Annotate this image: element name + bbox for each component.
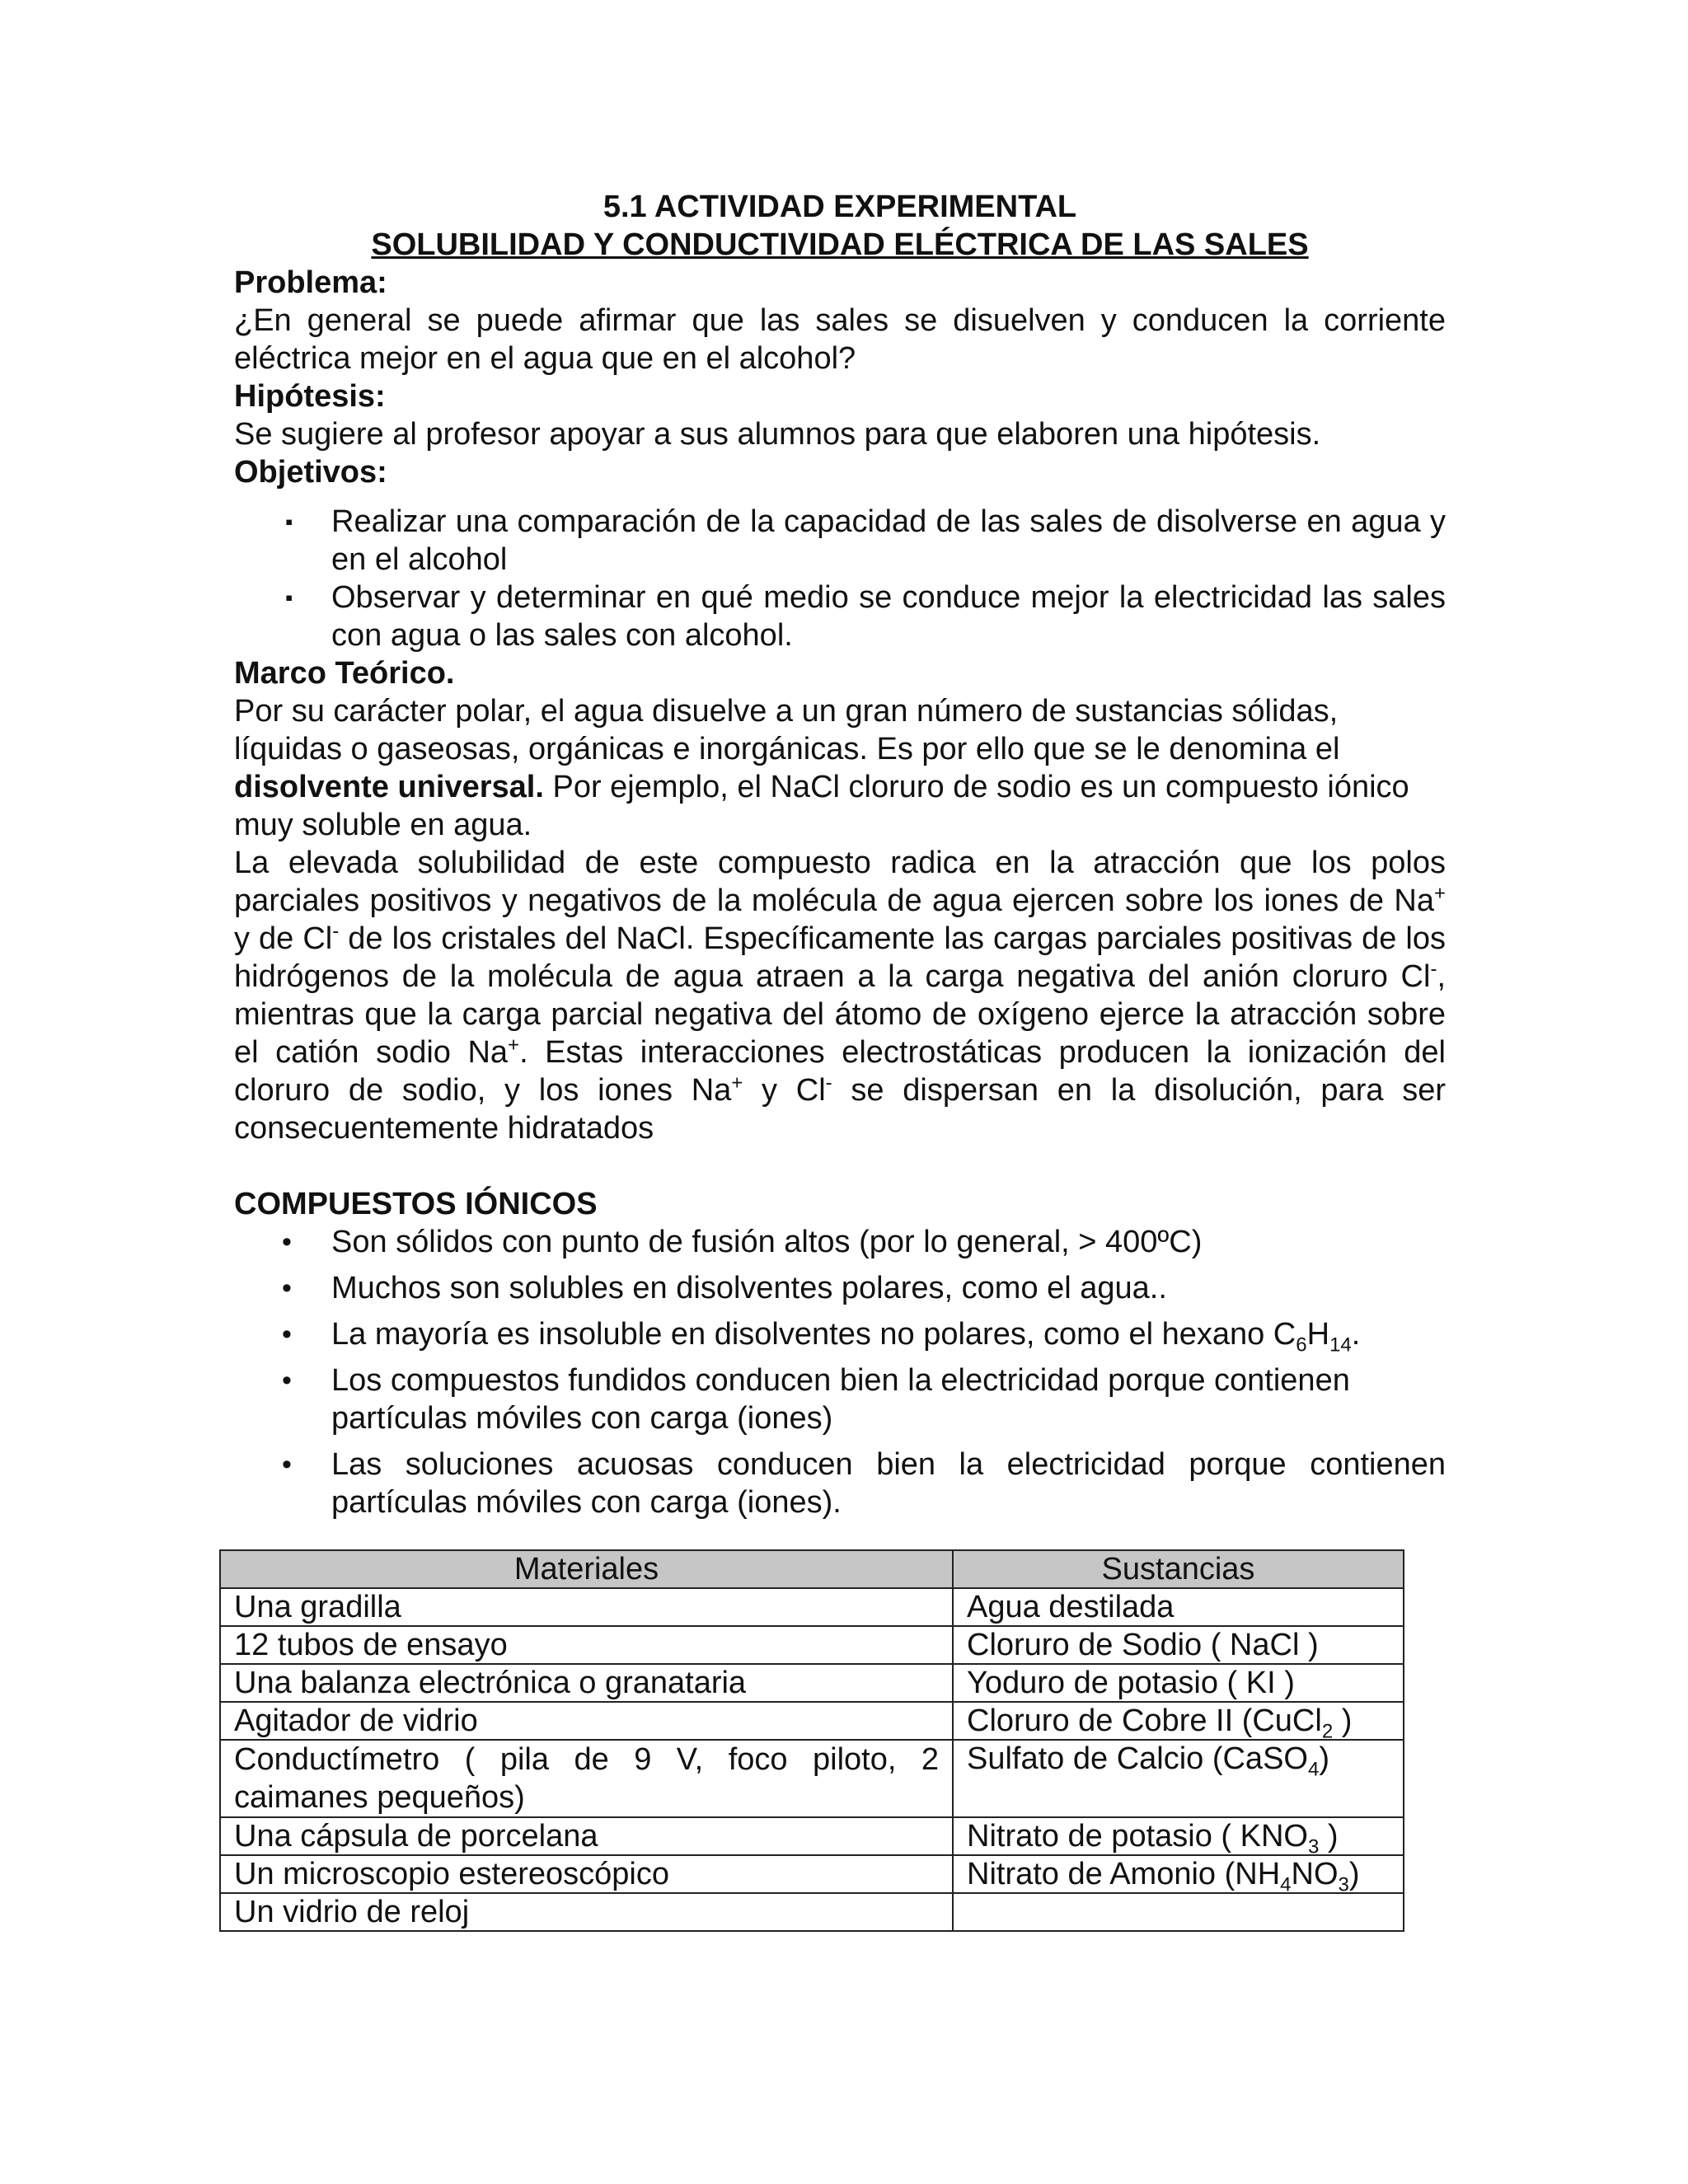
- square-bullet-icon: ▪: [285, 585, 293, 610]
- sustancia-cell: Cloruro de Cobre II (CuCl$_2$ ): [953, 1702, 1404, 1740]
- problema-heading: Problema:: [234, 265, 387, 300]
- materiales-header: Materiales: [220, 1550, 953, 1588]
- disolvente-universal-term: disolvente universal.: [234, 770, 544, 804]
- sustancia-cell: Yoduro de potasio ( KI ): [953, 1664, 1404, 1702]
- marco-paragraph-1: Por su carácter polar, el agua disuelve a un gran número de sustancias sólidas, líquidas o gaseosas, orgánicas e inorgánicas. Es por ello que se le denomina el disolvente universal. Por ejemplo, el NaCl cloruro de sodio es un compuesto iónico muy soluble en agua.: [234, 694, 1409, 842]
- material-cell: Una gradilla: [220, 1588, 953, 1626]
- document-page: [234, 188, 1446, 1530]
- hipotesis-text: Se sugiere al profesor apoyar a sus alumnos para que elaboren una hipótesis.: [234, 417, 1321, 452]
- objetivos-heading: Objetivos:: [234, 455, 387, 490]
- table-header-row: [220, 1550, 1404, 1588]
- list-item: • Muchos son solubles en disolventes polares, como el agua..: [282, 1271, 1167, 1305]
- material-cell: Conductímetro ( pila de 9 V, foco piloto, 2 caimanes pequeños): [220, 1740, 953, 1817]
- square-bullet-icon: ▪: [285, 509, 293, 534]
- bullet-icon: •: [282, 1272, 292, 1304]
- sustancias-header: Sustancias: [953, 1550, 1404, 1588]
- sustancia-cell-empty: [953, 1893, 1404, 1931]
- table-row: [220, 1893, 1404, 1931]
- list-item: • La mayoría es insoluble en disolventes no polares, como el hexano $C_6H_{14}$.: [282, 1317, 1361, 1357]
- list-item: • Son sólidos con punto de fusión altos (por lo general, > 400ºC): [282, 1225, 1203, 1259]
- material-cell: Un vidrio de reloj: [220, 1893, 953, 1931]
- list-item: ▪ Realizar una comparación de la capacidad de las sales de disolverse en agua y en el alcohol: [285, 504, 1446, 577]
- problema-text: ¿En general se puede afirmar que las sales se disuelven y conducen la corriente eléctrica mejor en el agua que en el alcohol?: [234, 303, 1446, 376]
- list-item: • Las soluciones acuosas conducen bien la electricidad porque contienen partículas móviles con carga (iones).: [282, 1447, 1446, 1520]
- material-cell: 12 tubos de ensayo: [220, 1626, 953, 1664]
- marco-heading: Marco Teórico.: [234, 656, 455, 691]
- sustancia-cell: Nitrato de Amonio $(NH_4NO_3)$: [953, 1855, 1404, 1893]
- table-row: [220, 1626, 1404, 1664]
- sustancia-cell: Agua destilada: [953, 1588, 1404, 1626]
- compuestos-heading: COMPUESTOS IÓNICOS: [234, 1187, 598, 1221]
- bullet-icon: •: [282, 1319, 292, 1350]
- section-subtitle: SOLUBILIDAD Y CONDUCTIVIDAD ELÉCTRICA DE LAS SALES: [371, 227, 1309, 262]
- sustancia-cell: Cloruro de Sodio ( NaCl ): [953, 1626, 1404, 1664]
- bullet-icon: •: [282, 1365, 292, 1396]
- marco-paragraph-2: La elevada solubilidad de este compuesto radica en la atracción que los polos parciales positivos y negativos de la molécula de agua ejercen sobre los iones de Na+ y de Cl- de los cristales del NaCl. Específicamente las cargas parciales positivas de los hidrógenos de la molécula de agua atraen a la carga negativa del anión cloruro Cl-, mientras que la carga parcial negativa del átomo de oxígeno ejerce la atracción sobre el catión sodio Na+. Estas interacciones electrostáticas producen la ionización del cloruro de sodio, y los iones Na+ y Cl- se dispersan en la disolución, para ser consecuentemente hidratados: [234, 846, 1447, 1146]
- material-cell: Agitador de vidrio: [220, 1702, 953, 1740]
- material-cell: Una balanza electrónica o granataria: [220, 1664, 953, 1702]
- hipotesis-heading: Hipótesis:: [234, 379, 386, 414]
- bullet-icon: •: [282, 1226, 292, 1258]
- material-cell: Una cápsula de porcelana: [220, 1817, 953, 1855]
- table-row: [220, 1817, 1404, 1855]
- table-row: [220, 1702, 1404, 1740]
- sustancia-cell: Nitrato de potasio ( $KNO_3$ ): [953, 1817, 1404, 1855]
- table-row: [220, 1664, 1404, 1702]
- materiales-sustancias-table: [219, 1549, 1404, 1932]
- objetivos-list: [234, 503, 1446, 654]
- sustancia-cell: Sulfato de Calcio (CaSO$_4$): [953, 1740, 1404, 1817]
- list-item: ▪ Observar y determinar en qué medio se conduce mejor la electricidad las sales con agua o las sales con alcohol.: [285, 580, 1446, 653]
- bullet-icon: •: [282, 1449, 292, 1480]
- compuestos-list: [234, 1223, 1446, 1521]
- table-row: [220, 1588, 1404, 1626]
- table-row: [220, 1740, 1404, 1817]
- list-item: • Los compuestos fundidos conducen bien la electricidad porque contienen partículas móviles con carga (iones): [282, 1363, 1350, 1436]
- material-cell: Un microscopio estereoscópico: [220, 1855, 953, 1893]
- section-number-title: 5.1 ACTIVIDAD EXPERIMENTAL: [603, 190, 1077, 224]
- table-row: [220, 1855, 1404, 1893]
